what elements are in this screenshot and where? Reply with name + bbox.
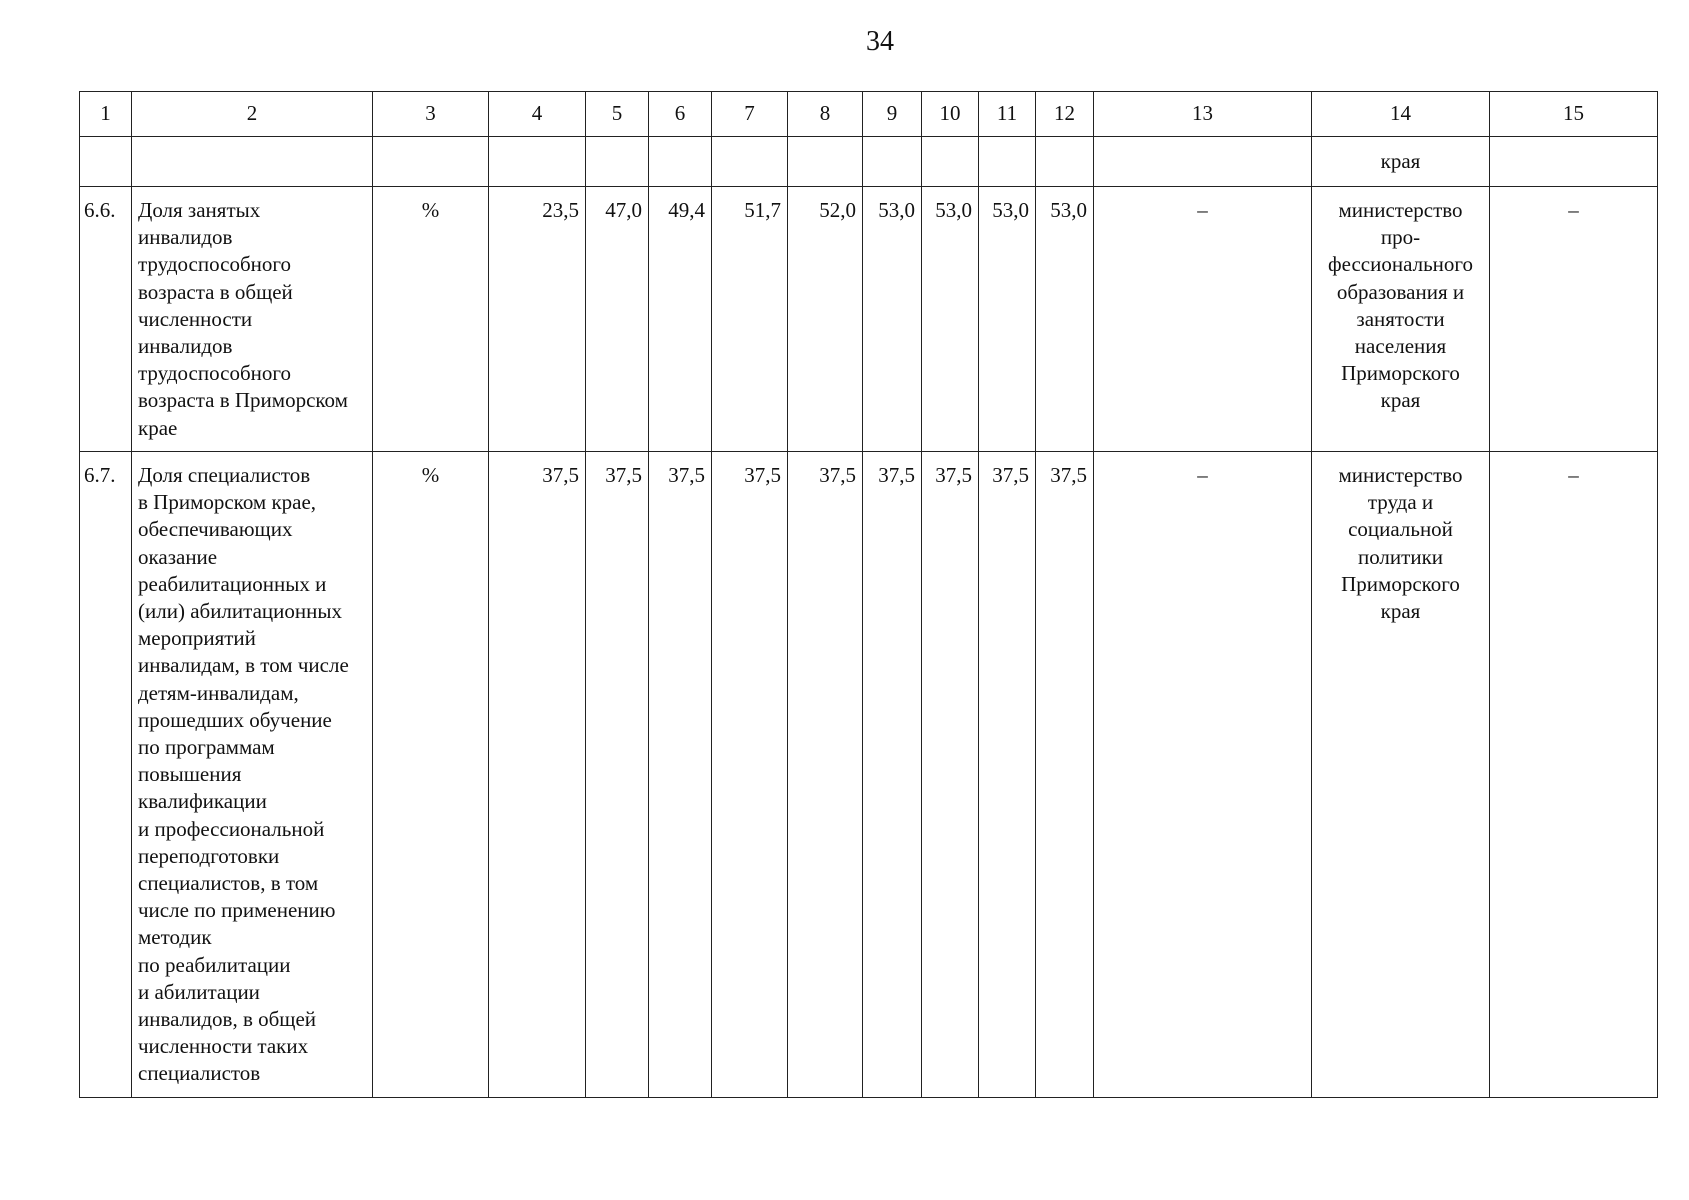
indicator-name-line: квалификации: [138, 789, 267, 814]
header-cell: 6: [649, 92, 712, 137]
indicator-name-line: инвалидов, в общей: [138, 1007, 317, 1032]
responsible-cell: [1312, 187, 1490, 452]
indicator-name: [132, 187, 373, 452]
indicator-name-line: по программам: [138, 735, 275, 760]
header-cell: 11: [979, 92, 1036, 137]
value-cell: 53,0: [922, 187, 979, 452]
responsible-line: Приморского: [1341, 571, 1460, 596]
header-cell: 7: [712, 92, 788, 137]
table-cell: [863, 137, 922, 187]
value-cell: 37,5: [712, 452, 788, 1098]
indicator-name-line: и абилитации: [138, 979, 260, 1004]
row-number: 6.6.: [80, 187, 132, 452]
indicator-name-line: прошедших обучение: [138, 707, 332, 732]
indicator-name-line: в Приморском крае,: [138, 490, 317, 515]
value-cell: 47,0: [586, 187, 649, 452]
value-cell: 37,5: [922, 452, 979, 1098]
header-cell: 4: [489, 92, 586, 137]
value-cell: 37,5: [1036, 452, 1094, 1098]
col15-cell: –: [1490, 187, 1658, 452]
table-row: [80, 187, 1658, 452]
indicator-name-line: детям-инвалидам,: [138, 680, 299, 705]
table-cell: [132, 137, 373, 187]
header-cell: 2: [132, 92, 373, 137]
value-cell: 52,0: [788, 187, 863, 452]
indicator-name-line: инвалидов: [138, 225, 233, 250]
indicator-name-line: численности: [138, 306, 253, 331]
header-cell: 8: [788, 92, 863, 137]
responsible-line: про-: [1380, 225, 1421, 250]
indicator-name-line: специалистов, в том: [138, 871, 319, 896]
responsible-line: министерство: [1338, 198, 1463, 222]
indicator-name-line: и профессиональной: [138, 816, 325, 841]
indicator-name-line: мероприятий: [138, 626, 256, 651]
header-cell: 13: [1094, 92, 1312, 137]
value-cell: 37,5: [586, 452, 649, 1098]
table-header-row: [80, 92, 1658, 137]
unit-cell: %: [373, 187, 489, 452]
indicators-table: [79, 91, 1658, 1098]
col15-cell: –: [1490, 452, 1658, 1098]
value-cell: 53,0: [863, 187, 922, 452]
table-cell: [712, 137, 788, 187]
header-cell: 1: [80, 92, 132, 137]
indicator-name-line: Доля занятых: [138, 198, 261, 222]
value-cell: 53,0: [1036, 187, 1094, 452]
value-cell: 51,7: [712, 187, 788, 452]
value-cell: 37,5: [979, 452, 1036, 1098]
table-cell: [489, 137, 586, 187]
table-cell: [373, 137, 489, 187]
indicator-name-line: Доля специалистов: [138, 463, 311, 487]
header-cell: 9: [863, 92, 922, 137]
indicator-name-line: методик: [138, 925, 212, 950]
table-cell: [586, 137, 649, 187]
header-cell: 12: [1036, 92, 1094, 137]
indicator-name: [132, 452, 373, 1098]
col13-cell: –: [1094, 187, 1312, 452]
table-cell: [1036, 137, 1094, 187]
indicator-name-line: возраста в Приморском: [138, 388, 348, 413]
responsible-line: труда и: [1367, 490, 1434, 515]
value-cell: 49,4: [649, 187, 712, 452]
col13-cell: –: [1094, 452, 1312, 1098]
indicator-name-line: трудоспособного: [138, 361, 291, 386]
value-cell: 23,5: [489, 187, 586, 452]
table-cell: [1094, 137, 1312, 187]
indicator-name-line: трудоспособного: [138, 252, 291, 277]
indicator-name-line: числе по применению: [138, 898, 336, 923]
responsible-line: края: [1380, 388, 1421, 413]
indicator-name-line: (или) абилитационных: [138, 599, 342, 624]
responsible-cell: края: [1312, 137, 1490, 187]
table-cell: [788, 137, 863, 187]
responsible-line: занятости: [1356, 306, 1445, 331]
responsible-line: социальной: [1348, 517, 1453, 542]
responsible-line: края: [1380, 599, 1421, 624]
value-cell: 53,0: [979, 187, 1036, 452]
header-cell: 5: [586, 92, 649, 137]
indicator-name-line: возраста в общей: [138, 279, 293, 304]
responsible-line: Приморского: [1341, 361, 1460, 386]
indicator-name-line: реабилитационных и: [138, 571, 327, 596]
table-cell: [80, 137, 132, 187]
table-cell: [922, 137, 979, 187]
value-cell: 37,5: [788, 452, 863, 1098]
table-cell: [1490, 137, 1658, 187]
page-number: 34: [866, 26, 894, 57]
indicator-name-line: повышения: [138, 762, 242, 787]
responsible-line: образования и: [1336, 279, 1465, 304]
indicator-name-line: переподготовки: [138, 843, 280, 868]
header-cell: 3: [373, 92, 489, 137]
table-row: [80, 452, 1658, 1098]
header-cell: 14: [1312, 92, 1490, 137]
indicator-name-line: обеспечивающих: [138, 517, 293, 542]
indicator-name-line: специалистов: [138, 1061, 261, 1086]
responsible-line: политики: [1357, 544, 1444, 569]
table-cell: [649, 137, 712, 187]
responsible-line: населения: [1354, 334, 1447, 359]
value-cell: 37,5: [863, 452, 922, 1098]
indicator-name-line: численности таких: [138, 1034, 309, 1059]
unit-cell: %: [373, 452, 489, 1098]
indicator-name-line: инвалидов: [138, 334, 233, 359]
row-number: 6.7.: [80, 452, 132, 1098]
indicator-name-line: по реабилитации: [138, 952, 291, 977]
value-cell: 37,5: [489, 452, 586, 1098]
responsible-line: министерство: [1338, 463, 1463, 487]
header-cell: 15: [1490, 92, 1658, 137]
continuation-row: [80, 137, 1658, 187]
indicator-name-line: оказание: [138, 544, 218, 569]
table-cell: [979, 137, 1036, 187]
indicator-name-line: инвалидам, в том числе: [138, 653, 349, 678]
responsible-line: фессионального: [1328, 252, 1473, 277]
indicator-name-line: крае: [138, 415, 178, 440]
value-cell: 37,5: [649, 452, 712, 1098]
responsible-cell: [1312, 452, 1490, 1098]
header-cell: 10: [922, 92, 979, 137]
